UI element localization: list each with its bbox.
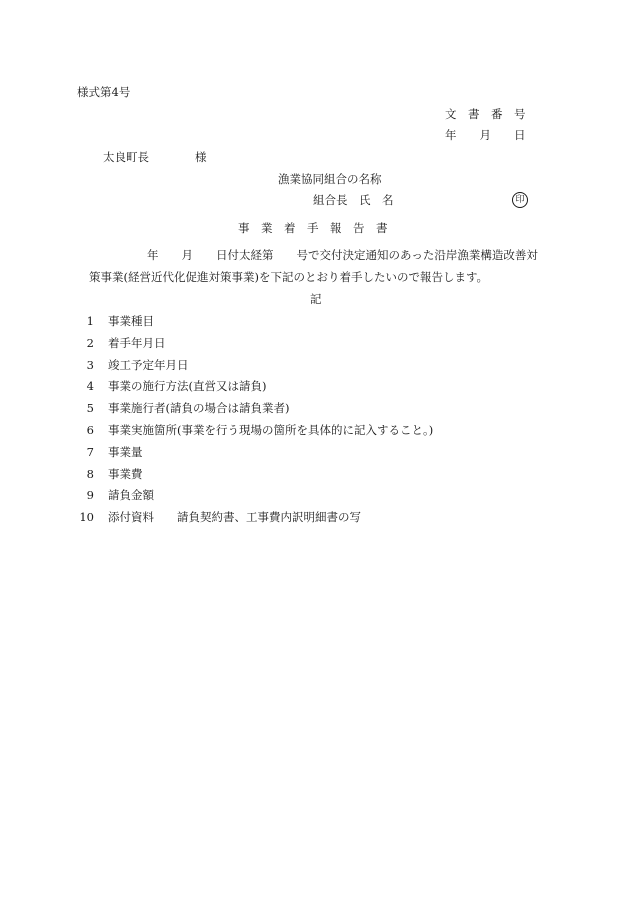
- addressee: 太良町長 様: [103, 150, 207, 164]
- item-number: 6: [86, 423, 94, 437]
- item-label: 事業費: [108, 467, 143, 481]
- item-number: 7: [86, 445, 94, 459]
- representative-name-label: 組合長 氏 名: [313, 193, 394, 207]
- ki-heading: 記: [310, 292, 322, 306]
- item-label: 事業の施行方法(直営又は請負): [108, 379, 267, 393]
- body-line-1: 年 月 日付太経第 号で交付決定通知のあった沿岸漁業構造改善対: [147, 248, 538, 262]
- document-number-label: 文 書 番 号: [445, 107, 526, 121]
- item-number: 3: [86, 358, 94, 372]
- item-number: 9: [86, 488, 94, 502]
- body-line-2: 策事業(経営近代化促進対策事業)を下記のとおり着手したいので報告します。: [89, 270, 489, 284]
- item-label: 事業種目: [108, 314, 154, 328]
- item-number: 8: [86, 467, 94, 481]
- item-number: 4: [86, 379, 94, 393]
- item-label: 事業実施箇所(事業を行う現場の箇所を具体的に記入すること。): [108, 423, 434, 437]
- document-title: 事 業 着 手 報 告 書: [238, 221, 388, 235]
- item-label: 事業量: [108, 445, 143, 459]
- item-label: 事業施行者(請負の場合は請負業者): [108, 401, 290, 415]
- form-number: 様式第4号: [77, 85, 131, 99]
- item-number: 2: [86, 336, 94, 350]
- date-label: 年 月 日: [445, 128, 526, 142]
- item-label: 着手年月日: [108, 336, 166, 350]
- seal-mark: 印: [512, 192, 528, 208]
- item-label: 添付資料 請負契約書、工事費内訳明細書の写: [108, 510, 361, 524]
- item-number: 5: [86, 401, 94, 415]
- organization-name-label: 漁業協同組合の名称: [278, 172, 382, 186]
- item-label: 請負金額: [108, 488, 154, 502]
- item-number: 10: [79, 510, 94, 524]
- item-number: 1: [86, 314, 94, 328]
- item-label: 竣工予定年月日: [108, 358, 189, 372]
